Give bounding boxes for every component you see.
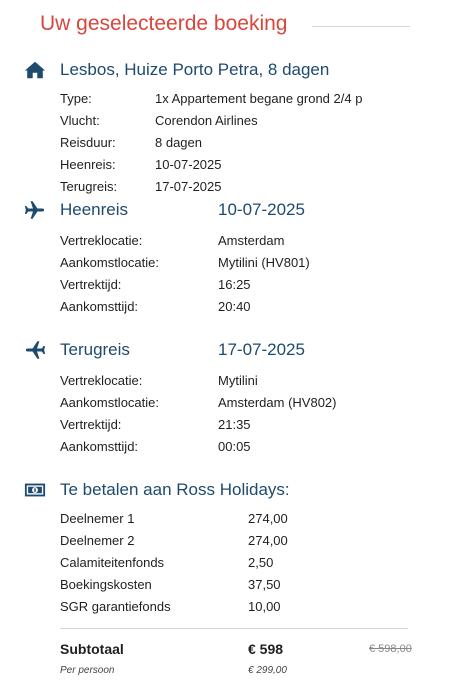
row-label: Vertrektijd: [60,277,122,292]
row-value: 17-07-2025 [155,179,222,194]
plane-left-icon [24,339,46,361]
title-divider [312,26,410,27]
row-label: Type: [60,91,92,106]
per-person-value: € 299,00 [248,665,287,676]
row-value: 1x Appartement begane grond 2/4 p [155,91,363,106]
plane-right-icon [24,199,46,221]
booking-title: Lesbos, Huize Porto Petra, 8 dagen [60,60,330,79]
return-title: Terugreis [60,340,130,359]
home-icon [24,59,46,81]
outbound-section-header [24,199,424,223]
row-label: Calamiteitenfonds [60,555,165,570]
row-label: Boekingskosten [60,577,152,592]
row-label: Aankomstlocatie: [60,395,159,410]
return-section-header [24,339,424,363]
row-value: 274,00 [248,533,288,548]
row-label: Vertrektijd: [60,417,122,432]
row-value: 10,00 [248,599,281,614]
row-label: Vertreklocatie: [60,233,143,248]
row-value: 00:05 [218,439,251,454]
row-label: Aankomsttijd: [60,439,139,454]
row-label: Terugreis: [60,179,118,194]
row-label: Heenreis: [60,157,116,172]
outbound-date: 10-07-2025 [218,200,305,219]
money-icon [24,479,46,501]
row-value: 8 dagen [155,135,202,150]
row-value: 10-07-2025 [155,157,222,172]
row-value: Mytilini (HV801) [218,255,310,270]
row-label: Aankomsttijd: [60,299,139,314]
row-label: Aankomstlocatie: [60,255,159,270]
booking-header [40,12,410,40]
outbound-title: Heenreis [60,200,129,219]
row-value: 274,00 [248,511,288,526]
row-value: 2,50 [248,555,274,570]
payment-title: Te betalen aan Ross Holidays: [60,480,290,499]
subtotal-divider [60,628,408,629]
subtotal-original-price: € 598,00 [369,643,412,655]
row-label: SGR garantiefonds [60,599,171,614]
return-date: 17-07-2025 [218,340,305,359]
row-label: Vertreklocatie: [60,373,143,388]
row-value: 37,50 [248,577,281,592]
subtotal-value: € 598 [248,641,284,657]
subtotal-label: Subtotaal [60,641,124,657]
row-label: Deelnemer 2 [60,533,135,548]
page-title: Uw geselecteerde boeking [40,12,288,35]
row-label: Reisduur: [60,135,116,150]
per-person-label: Per persoon [60,665,115,676]
payment-section-header [24,479,424,503]
row-value: 21:35 [218,417,251,432]
row-value: Amsterdam (HV802) [218,395,337,410]
row-value: Corendon Airlines [155,113,258,128]
row-value: Mytilini [218,373,258,388]
row-value: Amsterdam [218,233,285,248]
row-label: Vlucht: [60,113,100,128]
row-value: 20:40 [218,299,251,314]
booking-section-header [24,59,424,83]
row-label: Deelnemer 1 [60,511,135,526]
row-value: 16:25 [218,277,251,292]
